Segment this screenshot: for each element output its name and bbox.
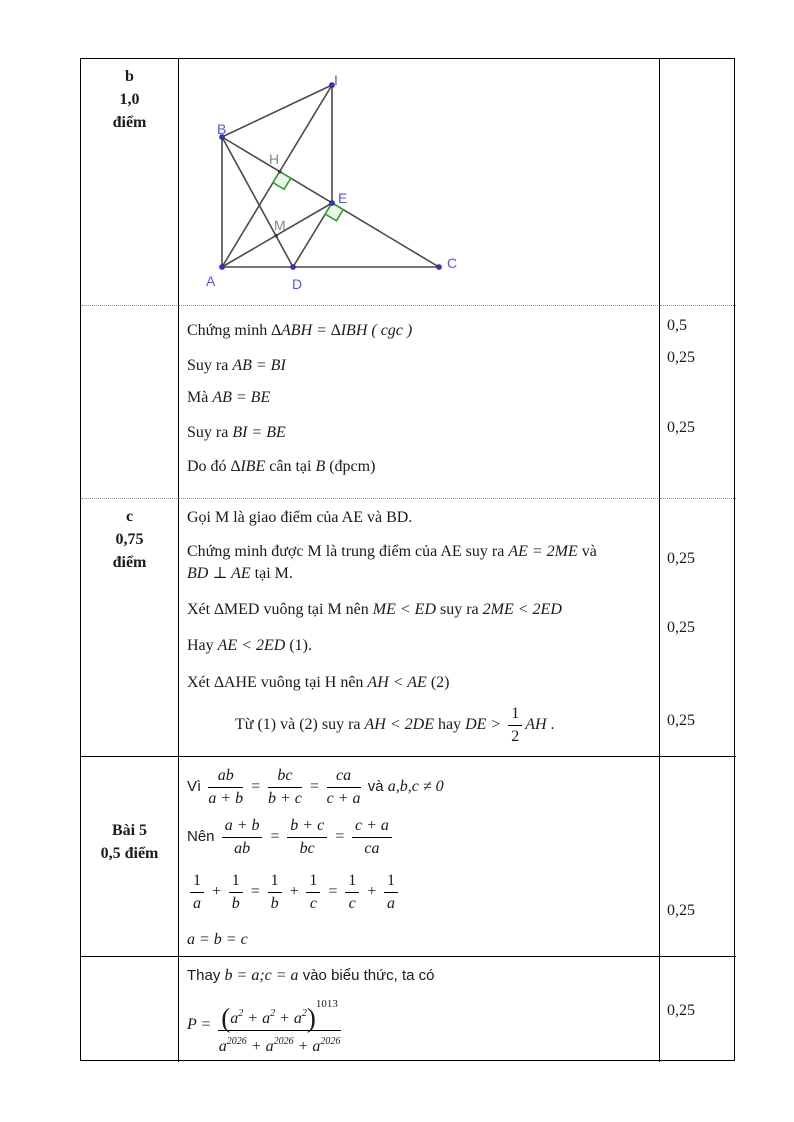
- proof-line: BD ⊥ AE tại M.: [187, 565, 293, 582]
- geometry-diagram: [179, 59, 659, 305]
- math-line: Vì $\frac{ab}{a + b}$ = $\frac{bc}{b + c}$ = $\frac{ca}{c + a}$ và a,b,c ≠ 0: [187, 767, 444, 807]
- row2-label-cell-empty: [81, 306, 179, 499]
- proof-line: Từ (1) và (2) suy ra AH < 2DE hay DE > $\frac{1}{2}$ AH .: [235, 705, 555, 745]
- point-E: [330, 201, 335, 206]
- proof-line: Suy ra BI = BE: [187, 424, 286, 441]
- bai5b-content: [179, 957, 660, 1062]
- vertex-label-M: M: [274, 217, 286, 233]
- proof-line: Do đó ∆IBE cân tại B (đpcm): [187, 458, 376, 475]
- proof-b-content: [179, 306, 660, 499]
- math-line: Thay b = a;c = a vào biểu thức, ta có: [187, 967, 435, 984]
- diagram-cell: [179, 59, 660, 306]
- bai5-content: [179, 757, 660, 957]
- proof-line: Suy ra AB = BI: [187, 357, 286, 374]
- vertex-label-I: I: [334, 72, 338, 88]
- proof-line: Xét ∆AHE vuông tại H nên AH < AE (2): [187, 674, 450, 691]
- row-c-label-cell: [81, 499, 179, 757]
- right-angle-mark-H: [273, 172, 291, 190]
- problem-label: Bài 5: [111, 822, 148, 839]
- proof-line: Hay AE < 2ED (1).: [187, 637, 312, 654]
- math-line: P = $\frac{(a^2 + a^2 + a^2)^{1013}}{a^{2026} + a^{2026} + a^{2026}}$: [187, 995, 655, 1056]
- proof-line: Chứng minh được M là trung điểm của AE suy ra AE = 2ME và: [187, 543, 597, 560]
- segment-BD: [222, 137, 293, 267]
- points-cell-bai5b: [660, 957, 736, 1062]
- part-label: c: [125, 508, 134, 525]
- point-M: [274, 234, 277, 237]
- proof-c-content: [179, 499, 660, 757]
- points-value: 0,25: [667, 419, 695, 436]
- points-value: 0,25: [667, 902, 695, 919]
- point-A: [220, 265, 225, 270]
- proof-line: Xét ∆MED vuông tại M nên ME < ED suy ra 2ME < 2ED: [187, 601, 562, 618]
- vertex-label-H: H: [269, 151, 280, 167]
- points-value: 0,5: [667, 317, 687, 334]
- point-H: [278, 170, 281, 173]
- geometry-diagram-svg: [179, 59, 660, 305]
- vertex-label-E: E: [338, 190, 348, 206]
- vertex-label-A: A: [206, 273, 216, 289]
- row5-label-cell-empty: [81, 957, 179, 1062]
- vertex-label-B: B: [217, 121, 227, 137]
- proof-line: Chứng minh ∆ABH = ∆IBH ( cgc ): [187, 322, 413, 339]
- problem-points-label: 0,5 điểm: [100, 845, 159, 862]
- part-points-word: điểm: [112, 114, 147, 131]
- part-label: b: [125, 68, 134, 85]
- answer-table: [80, 58, 735, 1061]
- proof-line: Mà AB = BE: [187, 389, 271, 406]
- math-line: $\frac{1}{a}$ + $\frac{1}{b}$ = $\frac{1}{b}$ + $\frac{1}{c}$ = $\frac{1}{c}$ + $\frac{1}{a}$: [187, 872, 655, 913]
- points-value: 0,25: [667, 550, 695, 567]
- points-cell-b: [660, 306, 736, 499]
- point-D: [291, 265, 296, 270]
- math-line: Nên $\frac{a + b}{ab}$ = $\frac{b + c}{bc}$ = $\frac{c + a}{ca}$: [187, 817, 655, 858]
- points-cell-empty: [660, 59, 736, 306]
- math-line: a = b = c: [187, 931, 248, 948]
- part-points-word: điểm: [112, 554, 147, 571]
- part-points-label: 1,0: [119, 91, 140, 108]
- points-cell-bai5: [660, 757, 736, 957]
- points-value: 0,25: [667, 712, 695, 729]
- point-C: [437, 265, 442, 270]
- vertex-label-D: D: [292, 276, 303, 292]
- points-value: 0,25: [667, 619, 695, 636]
- part-points-label: 0,75: [115, 531, 144, 548]
- points-value: 0,25: [667, 1002, 695, 1019]
- points-value: 0,25: [667, 349, 695, 366]
- points-cell-c: [660, 499, 736, 757]
- vertex-label-C: C: [447, 255, 458, 271]
- row-b-label-cell: [81, 59, 179, 306]
- row-bai5-label-cell: [81, 757, 179, 957]
- proof-line: Gọi M là giao điểm của AE và BD.: [187, 509, 413, 526]
